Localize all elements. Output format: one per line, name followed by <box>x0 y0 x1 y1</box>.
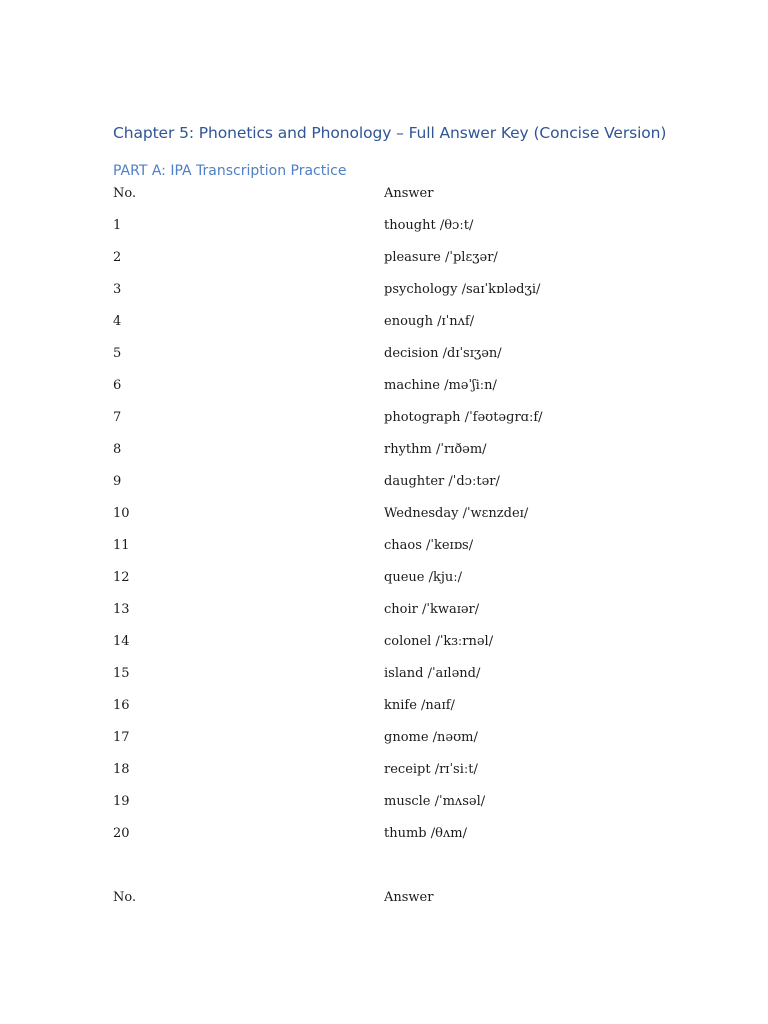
row-answer: muscle /ˈmʌsəl/ <box>384 794 486 809</box>
table-row <box>0 280 768 300</box>
row-answer: machine /məˈʃiːn/ <box>384 378 497 393</box>
row-answer: knife /naɪf/ <box>384 698 455 713</box>
row-number: 13 <box>113 602 130 617</box>
next-table-header-row <box>0 888 768 908</box>
row-number: 18 <box>113 762 130 777</box>
row-answer: island /ˈaɪlənd/ <box>384 666 481 681</box>
row-number: 19 <box>113 794 130 809</box>
row-number: 17 <box>113 730 130 745</box>
table-row <box>0 376 768 396</box>
next-header-answer: Answer <box>384 890 434 905</box>
table-row <box>0 440 768 460</box>
row-answer: daughter /ˈdɔːtər/ <box>384 474 500 489</box>
row-answer: thought /θɔːt/ <box>384 218 474 233</box>
table-row <box>0 536 768 556</box>
row-answer: Wednesday /ˈwɛnzdeɪ/ <box>384 506 529 521</box>
row-number: 7 <box>113 410 122 425</box>
row-number: 15 <box>113 666 130 681</box>
table-row <box>0 248 768 268</box>
row-answer: thumb /θʌm/ <box>384 826 468 841</box>
table-row <box>0 568 768 588</box>
next-header-no: No. <box>113 890 137 905</box>
table-row <box>0 664 768 684</box>
table-header-row <box>0 184 768 204</box>
table-row <box>0 312 768 332</box>
row-number: 9 <box>113 474 122 489</box>
table-row <box>0 760 768 780</box>
table-row <box>0 216 768 236</box>
table-row <box>0 728 768 748</box>
row-number: 1 <box>113 218 122 233</box>
row-number: 2 <box>113 250 122 265</box>
row-number: 3 <box>113 282 122 297</box>
row-number: 11 <box>113 538 130 553</box>
row-answer: decision /dɪˈsɪʒən/ <box>384 346 502 361</box>
table-row <box>0 472 768 492</box>
row-number: 16 <box>113 698 130 713</box>
table-row <box>0 792 768 812</box>
table-row <box>0 632 768 652</box>
table-row <box>0 696 768 716</box>
chapter-title: Chapter 5: Phonetics and Phonology – Full Answer Key (Concise Version) <box>113 124 667 142</box>
row-answer: choir /ˈkwaɪər/ <box>384 602 480 617</box>
part-a-heading: PART A: IPA Transcription Practice <box>113 163 347 179</box>
row-number: 8 <box>113 442 122 457</box>
row-number: 4 <box>113 314 122 329</box>
table-row <box>0 344 768 364</box>
row-number: 20 <box>113 826 130 841</box>
row-answer: pleasure /ˈplɛʒər/ <box>384 250 498 265</box>
table-row <box>0 824 768 844</box>
header-no: No. <box>113 186 137 201</box>
row-answer: receipt /rɪˈsiːt/ <box>384 762 478 777</box>
header-answer: Answer <box>384 186 434 201</box>
row-answer: gnome /nəʊm/ <box>384 730 478 745</box>
table-row <box>0 600 768 620</box>
row-answer: psychology /saɪˈkɒlədʒi/ <box>384 282 541 297</box>
row-number: 5 <box>113 346 122 361</box>
row-answer: rhythm /ˈrɪðəm/ <box>384 442 487 457</box>
row-number: 12 <box>113 570 130 585</box>
row-number: 6 <box>113 378 122 393</box>
row-answer: queue /kjuː/ <box>384 570 463 585</box>
row-answer: chaos /ˈkeɪɒs/ <box>384 538 474 553</box>
row-answer: photograph /ˈfəʊtəɡrɑːf/ <box>384 410 543 425</box>
row-answer: enough /ɪˈnʌf/ <box>384 314 475 329</box>
row-answer: colonel /ˈkɜːrnəl/ <box>384 634 494 649</box>
table-row <box>0 408 768 428</box>
row-number: 14 <box>113 634 130 649</box>
table-row <box>0 504 768 524</box>
row-number: 10 <box>113 506 130 521</box>
